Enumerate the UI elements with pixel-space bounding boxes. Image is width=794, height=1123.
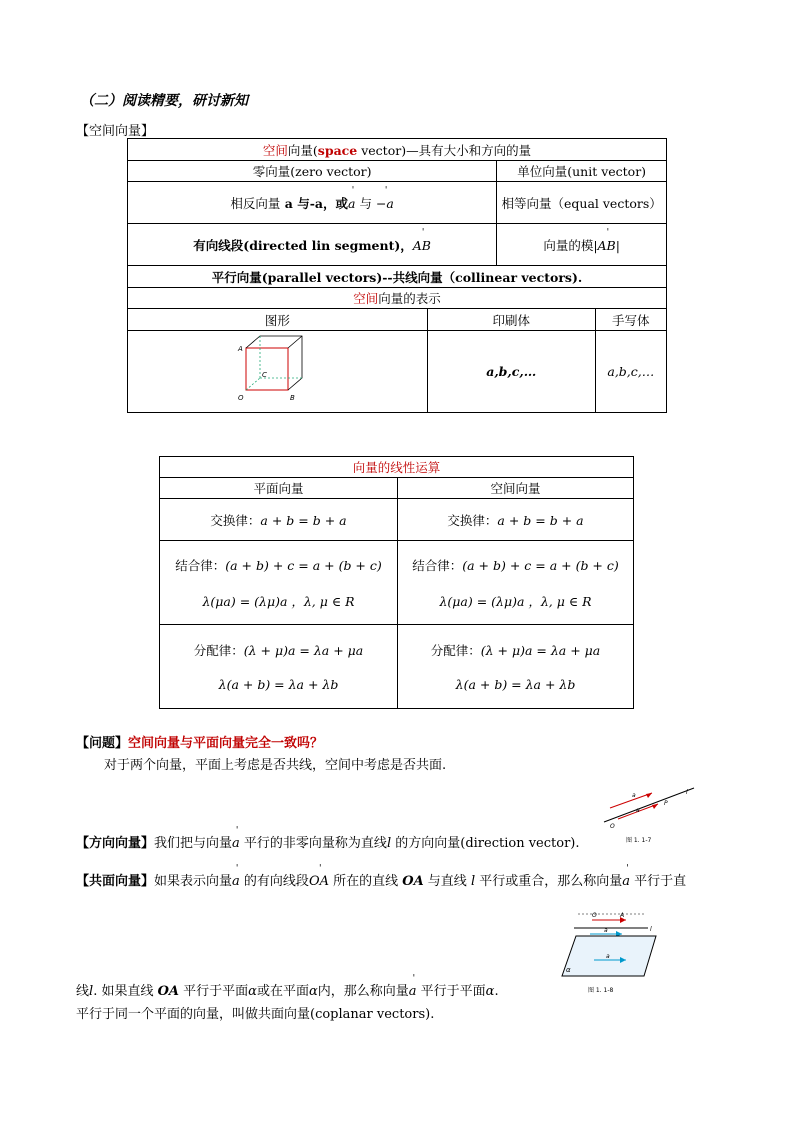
dv-vec: ' a	[232, 836, 240, 851]
hand-value: a,b,c,…	[607, 364, 655, 379]
unit-vector-cell: 单位向量(unit vector)	[497, 161, 667, 182]
fig7-label-a2: a	[636, 807, 640, 814]
space-dist-expr2: λ(a + b) = λa + λb	[455, 677, 576, 692]
space-vector-table	[127, 138, 667, 413]
cv-line2-b: . 如果直线	[93, 984, 158, 999]
fig7-label-a1: a	[632, 792, 636, 799]
col-space: 空间向量	[398, 478, 634, 499]
coplanar-vector-label: 【共面向量】	[76, 874, 155, 889]
cv-line2-oa: OA	[157, 984, 180, 999]
plane-dist-expr2: λ(a + b) = λa + λb	[218, 677, 339, 692]
cv-alpha3: α	[485, 984, 495, 999]
fig8-label-a-point: A	[620, 912, 625, 919]
table2-title	[160, 457, 634, 478]
fig7-caption: 图 1. 1-7	[626, 837, 652, 844]
fig7-label-p: P	[664, 800, 668, 807]
modulus-cell	[497, 224, 667, 266]
coplanar-figure	[556, 904, 676, 996]
dv-text-c: 的方向向量(direction vector).	[391, 836, 580, 851]
dv-text-b: 平行的非零向量称为直线	[239, 836, 387, 851]
cv-line2-c: 平行于平面	[179, 984, 249, 999]
plane-scalar-assoc: λ(μa) = (λμ)a ，λ, μ ∈ R	[202, 593, 355, 609]
question-text: 空间向量与平面向量完全一致吗？	[128, 736, 324, 751]
cube-label-a: A	[238, 345, 244, 353]
title-a: 向量(	[287, 142, 318, 158]
question-answer: 对于两个向量，平面上考虑是否共线，空间中考虑是否共面.	[104, 758, 447, 773]
title-space: space	[317, 142, 358, 158]
cube-figure	[232, 334, 322, 406]
cv-line2-a: 线	[76, 984, 90, 999]
table2-title-text: 向量的线性运算	[352, 460, 441, 475]
cv-line2-d: 或在平面	[256, 984, 309, 999]
space-commutative	[398, 499, 634, 541]
title-red: 空间	[262, 142, 288, 158]
directed-segment-cell	[128, 224, 497, 266]
title-b: vector)—具有大小和方向的量	[357, 142, 532, 158]
plane-assoc-expr: (a + b) + c = a + (b + c)	[225, 557, 382, 573]
dv-line: l	[386, 836, 392, 851]
opposite-e: ' −a	[376, 196, 394, 211]
cv-vec2: ' a	[622, 874, 630, 889]
space-scalar-assoc: λ(μa) = (λμ)a ，λ, μ ∈ R	[439, 593, 592, 609]
cv-alpha: α	[248, 984, 257, 999]
parallel-vectors-text: 平行向量(parallel vectors)--共线向量（collinear vectors).	[211, 269, 583, 285]
col-plane: 平面向量	[160, 478, 398, 499]
cv-oa: ' OA	[309, 874, 329, 889]
col-handwritten: 手写体	[595, 309, 666, 331]
space-assoc-label: 结合律：	[412, 557, 463, 573]
space-assoc-expr: (a + b) + c = a + (b + c)	[462, 557, 619, 573]
direction-vector-line	[76, 832, 579, 851]
coplanar-vector-line	[76, 870, 686, 889]
space-dist-label: 分配律：	[430, 643, 481, 658]
direction-vector-label: 【方向向量】	[76, 836, 155, 851]
fig8-label-alpha: α	[566, 966, 571, 974]
cv-text-b: 的有向线段	[239, 874, 309, 889]
cv-oa-bold: OA	[402, 874, 424, 889]
fig8-label-a: a	[604, 927, 608, 934]
space-dist-expr: (λ + μ)a = λa + μa	[480, 643, 601, 658]
representation-cell	[128, 288, 667, 309]
space-associative	[398, 541, 634, 625]
cube-label-c: C	[262, 371, 268, 379]
plane-dist-label: 分配律：	[193, 643, 244, 658]
linear-operations-table	[159, 456, 634, 709]
space-commutative-expr: a + b = b + a	[497, 512, 584, 528]
fig7-label-l: l	[686, 789, 688, 796]
direction-vector-figure	[596, 782, 700, 846]
opposite-b: a 与-a，或	[280, 195, 349, 211]
repr-rest: 向量的表示	[378, 291, 441, 306]
parallel-vectors-cell	[128, 266, 667, 288]
opposite-d: 与	[355, 195, 376, 211]
question-line	[76, 732, 323, 751]
question-label: 【问题】	[76, 736, 129, 751]
cv-text-c: 所在的直线	[328, 874, 403, 889]
plane-commutative	[160, 499, 398, 541]
modulus-b: |	[615, 237, 620, 253]
plane-distributive	[160, 625, 398, 709]
cube-label-b: B	[290, 394, 296, 402]
cv-text-e: 平行或重合，那么称向量	[475, 874, 623, 889]
fig8-label-o: O	[592, 912, 597, 919]
equal-vectors-cell: 相等向量（equal vectors）	[497, 182, 667, 224]
fig8-caption: 图 1. 1-8	[588, 987, 614, 994]
hand-cell	[595, 331, 666, 413]
plane-associative	[160, 541, 398, 625]
plane-commutative-label: 交换律：	[210, 512, 261, 528]
section-title: （二）阅读精要，研讨新知	[80, 93, 248, 109]
fig8-label-a2: a	[606, 953, 610, 960]
cv-line: l	[470, 874, 476, 889]
modulus-ab: ' AB	[598, 238, 616, 253]
cv-line2-e: 内，那么称向量	[317, 984, 409, 999]
plane-dist-expr: (λ + μ)a = λa + μa	[243, 643, 364, 658]
repr-red: 空间	[353, 291, 379, 306]
opposite-c: ' a	[348, 196, 355, 211]
fig8-label-l: l	[650, 926, 652, 933]
fig7-label-o: O	[610, 823, 615, 830]
col-figure: 图形	[128, 309, 428, 331]
table1-title	[128, 139, 667, 161]
cv-line2-l: l	[89, 984, 94, 999]
cv-line2-g: .	[494, 984, 499, 999]
space-vector-label: 【空间向量】	[76, 124, 155, 139]
directed-segment-text: 有向线段(directed lin segment)，	[193, 237, 413, 253]
cv-text-d: 与直线	[423, 874, 471, 889]
print-cell	[427, 331, 595, 413]
coplanar-line3: 平行于同一个平面的向量，叫做共面向量(coplanar vectors).	[76, 1007, 435, 1022]
space-commutative-label: 交换律：	[447, 512, 498, 528]
cv-vec: ' a	[232, 874, 240, 889]
opposite-vector-cell	[128, 182, 497, 224]
plane-assoc-label: 结合律：	[175, 557, 226, 573]
plane-commutative-expr: a + b = b + a	[260, 512, 347, 528]
modulus-a: 向量的模|	[543, 237, 598, 253]
coplanar-line2	[76, 980, 499, 999]
cv-alpha2: α	[308, 984, 318, 999]
cv-text-f: 平行于直	[630, 874, 687, 889]
space-distributive	[398, 625, 634, 709]
cube-figure-cell	[128, 331, 428, 413]
zero-vector-cell: 零向量(zero vector)	[128, 161, 497, 182]
cube-label-o: O	[238, 394, 244, 402]
cv-vec3: ' a	[409, 984, 417, 999]
directed-segment-ab: ' AB	[413, 238, 431, 253]
dv-text-a: 我们把与向量	[154, 836, 233, 851]
cv-line2-f: 平行于平面	[416, 984, 486, 999]
print-value: a,b,c,…	[486, 364, 537, 379]
col-print: 印刷体	[427, 309, 595, 331]
cv-text-a: 如果表示向量	[154, 874, 233, 889]
opposite-a: 相反向量	[230, 195, 281, 211]
